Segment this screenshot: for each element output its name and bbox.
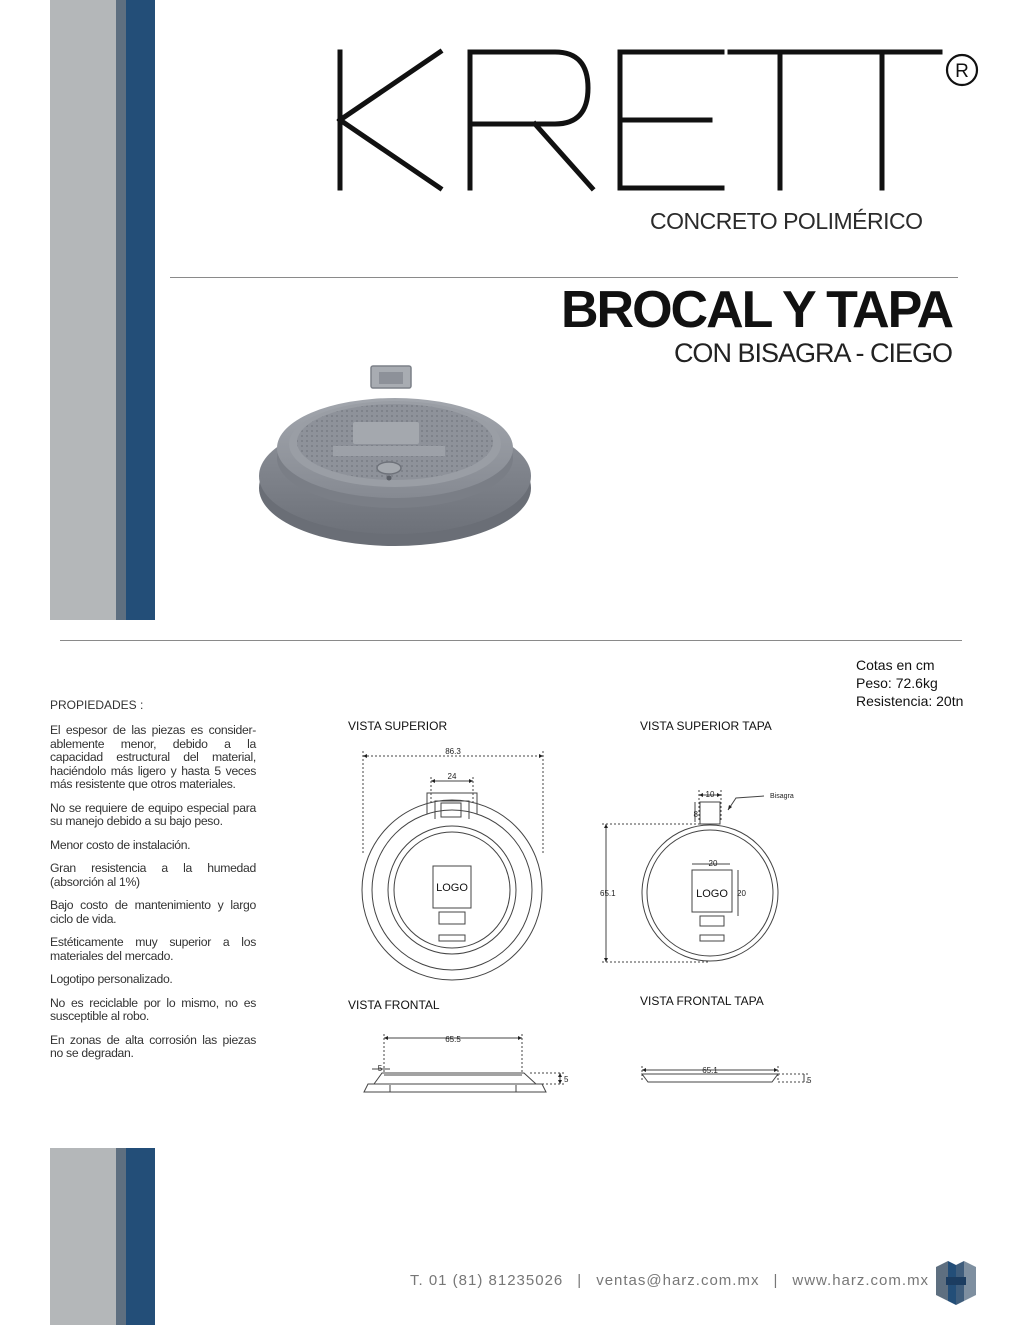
dim-width: 65.5 xyxy=(445,1035,461,1044)
property-item: Menor costo de instalación. xyxy=(50,837,191,852)
property-item: Gran resistencia a la humedad (absorción al 1%) xyxy=(50,861,256,889)
property-item: En zonas de alta corrosión las piezas no se degradan. xyxy=(50,1032,256,1060)
dim-height: 5 xyxy=(564,1075,569,1084)
properties-list xyxy=(50,724,256,1071)
footer-phone: T. 01 (81) 81235026 xyxy=(410,1272,564,1289)
dim-logo-height: 20 xyxy=(737,889,746,898)
brand-logo xyxy=(330,40,950,200)
dim-lip: 5 xyxy=(377,1064,383,1073)
dim-height: 65.1 xyxy=(600,889,616,898)
dim-logo-width: 20 xyxy=(708,859,718,868)
dim-width: 86.3 xyxy=(445,747,461,756)
registered-mark-letter: R xyxy=(955,61,969,82)
product-image xyxy=(255,364,535,550)
label-vista-superior-tapa: VISTA SUPERIOR TAPA xyxy=(640,719,772,733)
side-bar-grey-top xyxy=(50,0,116,620)
specs-resistance: Resistencia: 20tn xyxy=(856,693,964,709)
dim-height: 5 xyxy=(807,1076,812,1085)
registered-mark-icon xyxy=(944,52,980,88)
specs-units: Cotas en cm xyxy=(856,657,935,673)
dim-hinge-height: 8 xyxy=(693,810,698,819)
property-item: Bajo costo de mantenimiento y largo ciclo de vida. xyxy=(50,898,256,926)
product-title: BROCAL Y TAPA xyxy=(560,281,952,339)
side-bar-slate-bottom xyxy=(116,1148,126,1325)
footer-separator: | xyxy=(577,1272,583,1289)
hinge-label: Bisagra xyxy=(770,793,794,800)
specs-weight: Peso: 72.6kg xyxy=(856,675,938,691)
label-vista-frontal: VISTA FRONTAL xyxy=(348,998,440,1012)
footer-contact xyxy=(410,1272,929,1289)
company-logo-icon xyxy=(932,1255,980,1307)
drawing-vista-superior-tapa xyxy=(596,782,806,972)
property-item: Estéticamente muy superior a los materiales del mercado. xyxy=(50,935,256,963)
footer-separator: | xyxy=(773,1272,779,1289)
product-subtitle: CON BISAGRA - CIEGO xyxy=(673,338,952,368)
property-item: El espesor de las piezas es consider-ablemente menor, debido a la capacidad estructural del material, haciéndolo más ligero y hasta 5 veces más resistente que otros materiales. xyxy=(50,723,256,791)
divider-top xyxy=(170,277,958,278)
property-item: No se requiere de equipo especial para su manejo debido a su bajo peso. xyxy=(50,800,256,828)
side-bar-blue-top xyxy=(126,0,155,620)
properties-heading: PROPIEDADES : xyxy=(50,698,144,712)
label-vista-frontal-tapa: VISTA FRONTAL TAPA xyxy=(640,994,764,1008)
drawing-vista-superior xyxy=(355,745,555,990)
label-vista-superior: VISTA SUPERIOR xyxy=(348,719,448,733)
property-item: No es reciclable por lo mismo, no es susceptible al robo. xyxy=(50,995,256,1023)
dim-hinge-width: 10 xyxy=(705,790,715,799)
divider-middle xyxy=(60,640,962,641)
footer-email[interactable]: ventas@harz.com.mx xyxy=(596,1272,760,1289)
brand-subtitle: CONCRETO POLIMÉRICO xyxy=(650,208,923,234)
specs-block xyxy=(856,656,963,710)
dim-hinge: 24 xyxy=(447,772,457,781)
footer-website[interactable]: www.harz.com.mx xyxy=(792,1272,930,1289)
side-bar-grey-bottom xyxy=(50,1148,116,1325)
dim-width: 65.1 xyxy=(702,1066,718,1075)
side-bar-blue-bottom xyxy=(126,1148,155,1325)
logo-placeholder: LOGO xyxy=(436,882,468,894)
property-item: Logotipo personalizado. xyxy=(50,972,173,986)
drawing-vista-frontal xyxy=(360,1028,575,1100)
logo-placeholder: LOGO xyxy=(696,888,728,900)
side-bar-slate-top xyxy=(116,0,126,620)
drawing-vista-frontal-tapa xyxy=(636,1062,816,1096)
